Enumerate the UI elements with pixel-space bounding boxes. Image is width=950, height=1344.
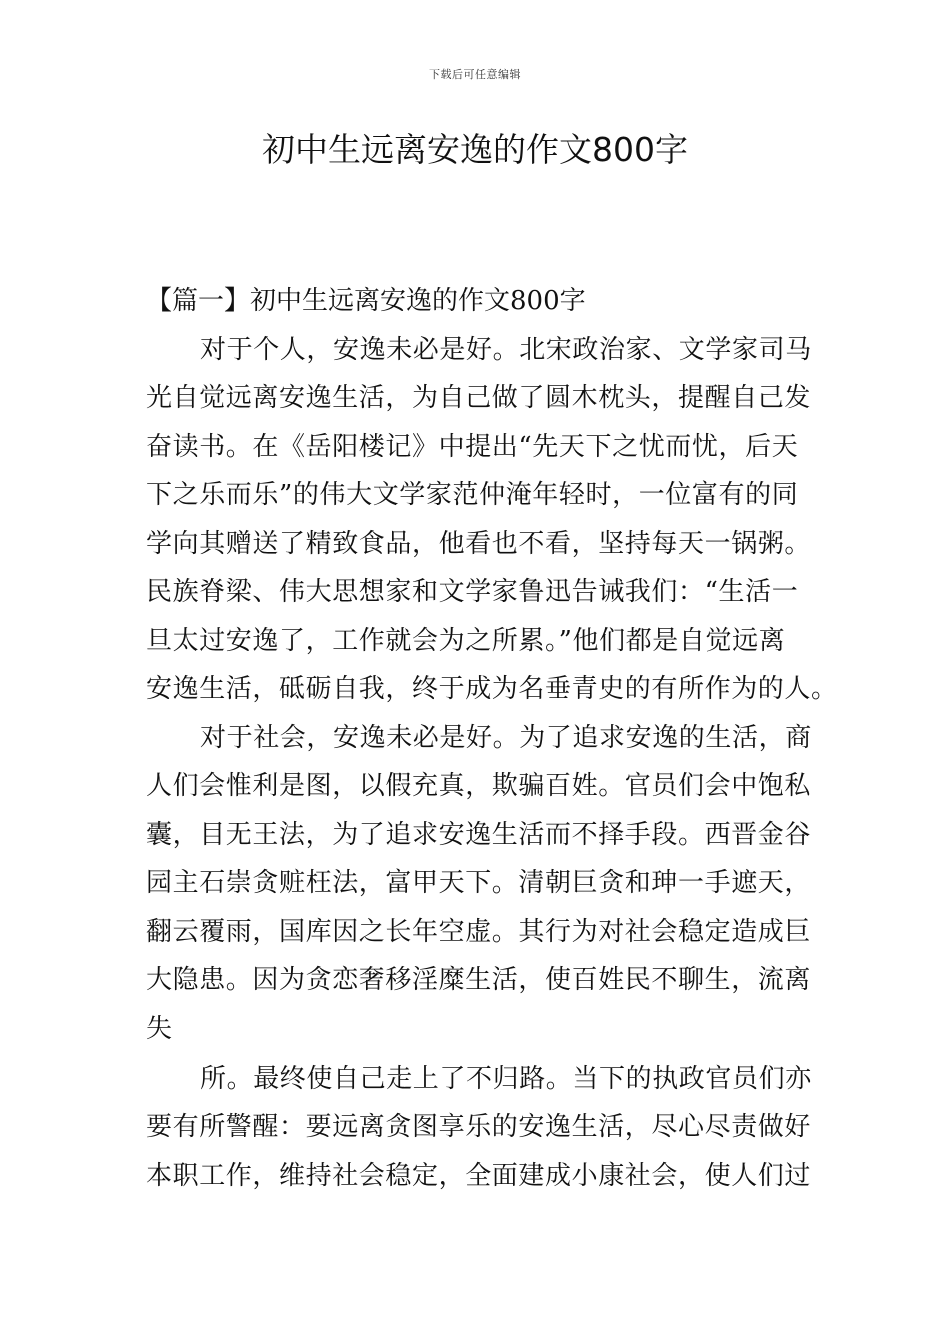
paragraph-line: 下之乐而乐”的伟大文学家范仲淹年轻时，一位富有的同 [146,480,799,510]
paragraph-line: 失 [146,1013,173,1044]
section-heading: 【篇一】初中生远离安逸的作文800字 [146,286,586,316]
paragraph-line: 大隐患。因为贪恋奢移淫糜生活，使百姓民不聊生，流离 [146,965,812,995]
paragraph-line: 对于个人，安逸未必是好。北宋政治家、文学家司马 [200,334,812,365]
paragraph-line: 奋读书。在《岳阳楼记》中提出“先天下之忧而忧，后天 [146,431,799,462]
paragraph-line: 要有所警醒：要远离贪图享乐的安逸生活，尽心尽责做好 [146,1112,812,1142]
paragraph-line: 光自觉远离安逸生活，为自己做了圆木枕头，提醒自己发 [146,383,812,413]
paragraph-line: 园主石崇贪赃枉法，富甲天下。清朝巨贪和珅一手遮天， [146,868,812,898]
paragraph-line: 对于社会，安逸未必是好。为了追求安逸的生活，商 [200,722,812,753]
paragraph-line: 学向其赠送了精致食品，他看也不看，坚持每天一锅粥。 [146,528,812,559]
document-body [146,277,838,1200]
paragraph-line: 翻云覆雨，国库因之长年空虚。其行为对社会稳定造成巨 [146,916,812,947]
paragraph-line: 旦太过安逸了，工作就会为之所累。”他们都是自觉远离 [146,625,786,656]
document-title: 初中生远离安逸的作文800字 [262,130,688,169]
paragraph-line: 民族脊梁、伟大思想家和文学家鲁迅告诫我们：“生活一 [146,577,799,607]
paragraph-line: 人们会惟利是图，以假充真，欺骗百姓。官员们会中饱私 [146,771,812,801]
paragraph-line: 安逸生活，砥砺自我，终于成为名垂青史的有所作为的人。 [146,674,838,704]
header-note: 下载后可任意编辑 [429,68,521,81]
paragraph-line: 所。最终使自己走上了不归路。当下的执政官员们亦 [200,1063,812,1094]
paragraph-line: 本职工作，维持社会稳定，全面建成小康社会，使人们过 [146,1160,812,1191]
paragraph-line: 囊，目无王法，为了追求安逸生活而不择手段。西晋金谷 [146,819,812,850]
